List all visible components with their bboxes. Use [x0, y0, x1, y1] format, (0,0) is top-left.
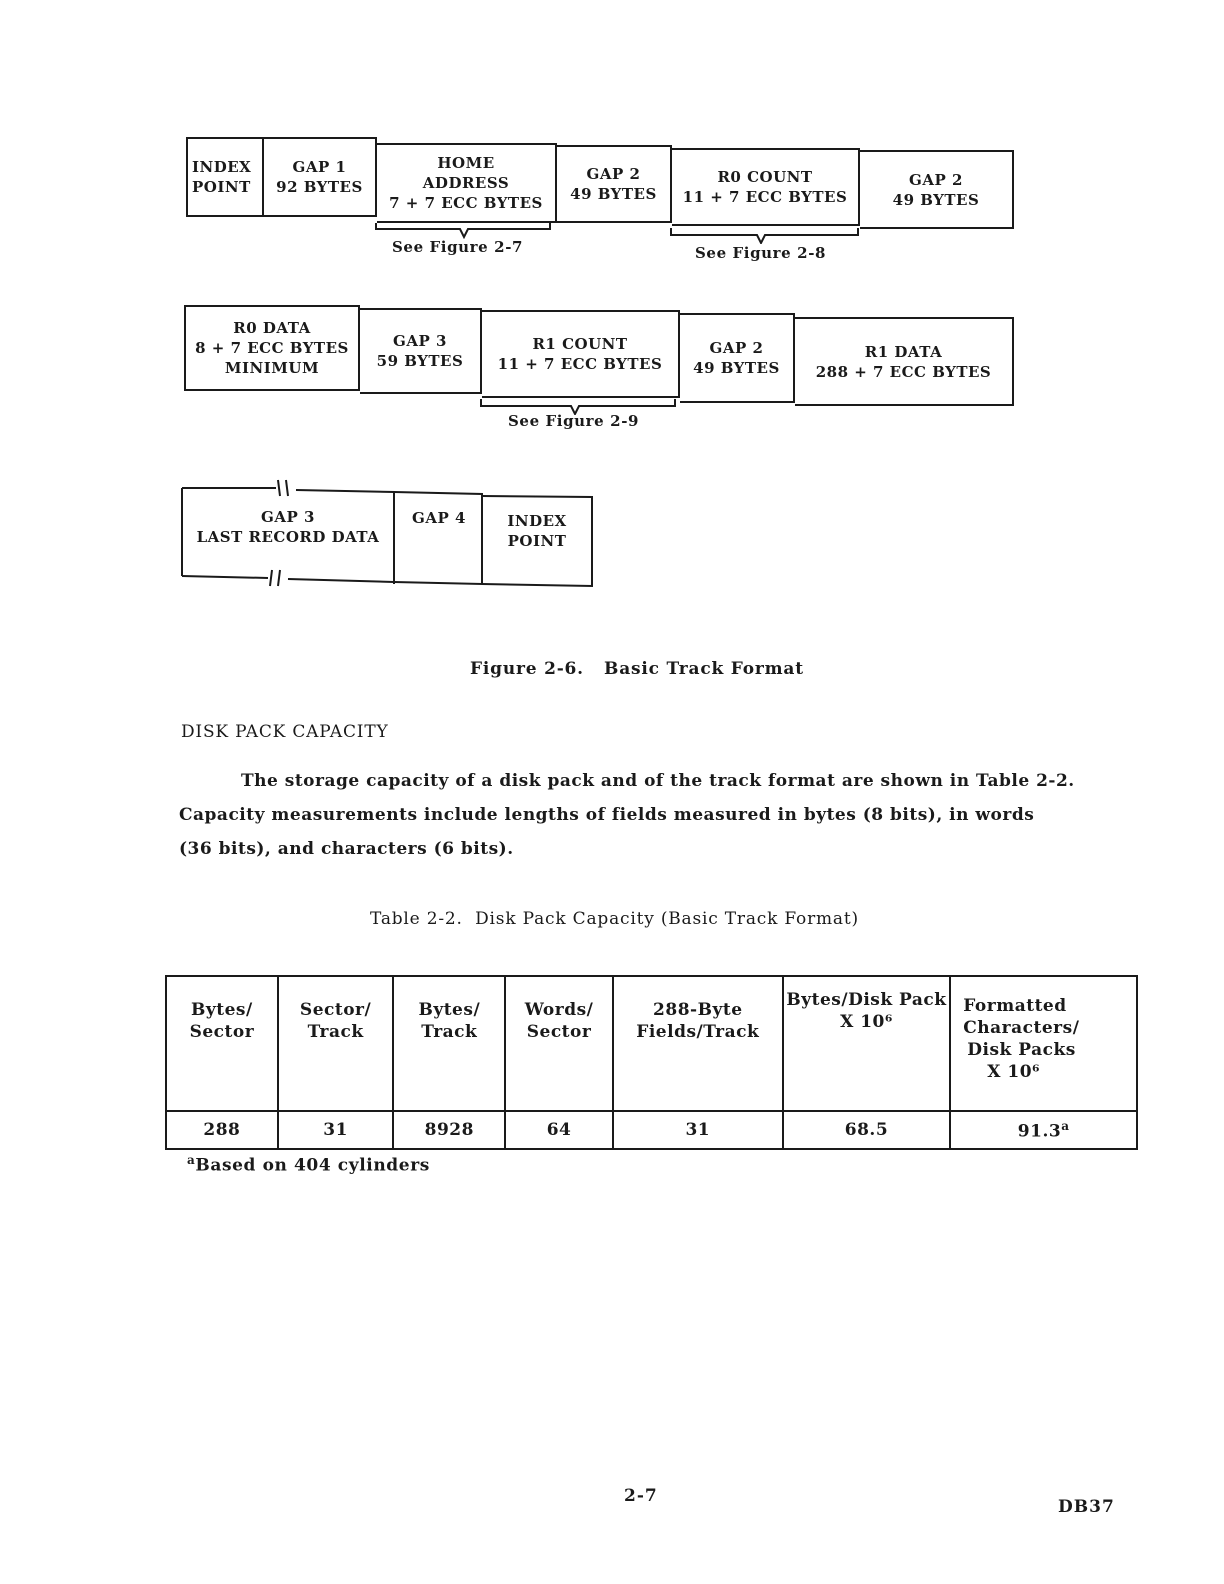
gap3-last-record-cell: GAP 3 LAST RECORD DATA	[196, 508, 380, 546]
header-formatted-characters: Formatted Characters/ Disk Packs X 10⁶	[950, 976, 1137, 1111]
cell-bytes-sector: 288	[166, 1111, 278, 1149]
gap2-cell-b: GAP 2 49 BYTES	[860, 150, 1014, 229]
cell-bytes-disk-pack: 68.5	[783, 1111, 951, 1149]
section-paragraph	[179, 764, 1109, 866]
brace-home-address	[374, 221, 554, 239]
cell-formatted-characters: 91.3$^a$	[950, 1111, 1137, 1149]
gap2-cell-c: GAP 2 49 BYTES	[680, 313, 795, 403]
r1-data-cell: R1 DATA 288 + 7 ECC BYTES	[795, 317, 1014, 406]
paragraph-line-1: The storage capacity of a disk pack and of the track format are shown in Table 2-2.	[241, 771, 1075, 791]
header-bytes-track: Bytes/ Track	[393, 976, 505, 1111]
track-format-row-1	[186, 137, 1014, 217]
see-figure-2-7: See Figure 2-7	[392, 238, 524, 256]
home-address-cell: HOME ADDRESS 7 + 7 ECC BYTES	[377, 143, 557, 223]
r1-count-cell: R1 COUNT 11 + 7 ECC BYTES	[482, 310, 680, 398]
see-figure-2-8: See Figure 2-8	[695, 244, 827, 262]
table-header-row	[166, 976, 1137, 1111]
header-288-byte-fields: 288-Byte Fields/Track	[613, 976, 783, 1111]
r0-count-cell: R0 COUNT 11 + 7 ECC BYTES	[672, 148, 860, 226]
gap3-cell: GAP 3 59 BYTES	[360, 308, 482, 394]
footnote-marker-a: a	[187, 1153, 196, 1167]
footnote-marker: a	[1061, 1118, 1070, 1133]
header-bytes-sector: Bytes/ Sector	[166, 976, 278, 1111]
gap1-cell: GAP 1 92 BYTES	[264, 137, 377, 217]
r0-data-cell: R0 DATA 8 + 7 ECC BYTES MINIMUM	[184, 305, 360, 391]
cell-bytes-track: 8928	[393, 1111, 505, 1149]
track-format-row-2	[184, 305, 1014, 391]
page-number: 2-7	[624, 1486, 658, 1506]
table-row	[166, 1111, 1137, 1149]
document-id: DB37	[1058, 1497, 1115, 1517]
index-point-cell: INDEX POINT	[186, 137, 264, 217]
header-bytes-disk-pack: Bytes/Disk Pack X 10⁶	[783, 976, 951, 1111]
footnote: $^a$Based on 404 cylinders	[187, 1153, 430, 1176]
header-words-sector: Words/ Sector	[505, 976, 613, 1111]
gap4-cell: GAP 4	[412, 509, 466, 527]
figure-caption: Figure 2-6. Basic Track Format	[470, 659, 804, 679]
section-heading: DISK PACK CAPACITY	[181, 722, 389, 742]
gap2-cell-a: GAP 2 49 BYTES	[557, 145, 672, 223]
brace-r0-count	[669, 226, 861, 244]
capacity-table	[165, 975, 1138, 1150]
header-sector-track: Sector/ Track	[278, 976, 394, 1111]
paragraph-line-2: Capacity measurements include lengths of fields measured in bytes (8 bits), in words	[179, 805, 1035, 825]
cell-words-sector: 64	[505, 1111, 613, 1149]
table-title: Table 2-2. Disk Pack Capacity (Basic Track Format)	[370, 909, 859, 929]
cell-288-byte-fields: 31	[613, 1111, 783, 1149]
see-figure-2-9: See Figure 2-9	[508, 412, 640, 430]
paragraph-line-3: (36 bits), and characters (6 bits).	[179, 839, 514, 859]
index-point-end-cell: INDEX POINT	[507, 512, 567, 550]
cell-sector-track: 31	[278, 1111, 394, 1149]
